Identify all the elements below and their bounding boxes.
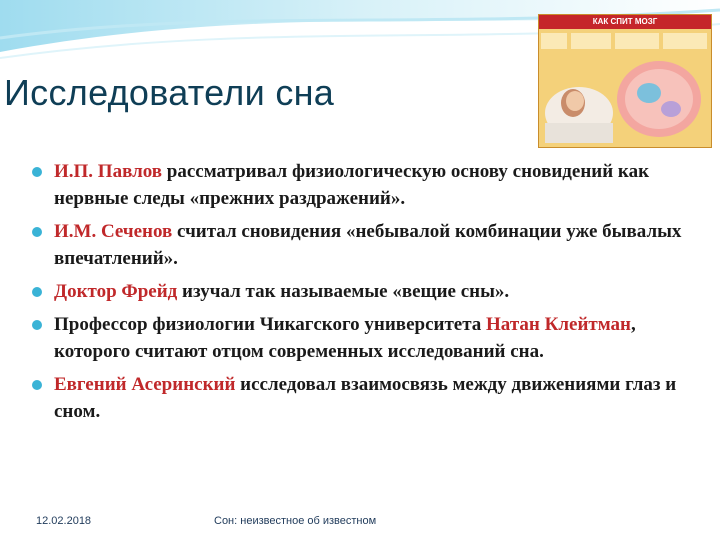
bullet-text: считал сновидения «небывалой комбинации уже бывалых впечатлений». [54,221,682,269]
poster-heading: КАК СПИТ МОЗГ [539,15,711,29]
list-item [32,158,692,212]
bullet-text: , которого считают отцом современных исследований сна. [54,314,636,362]
researcher-name: Доктор Фрейд [54,281,178,302]
bullet-text: исследовал взаимосвязь между движениями глаз и сном. [54,374,677,422]
bullet-text: изучал так называемые «вещие сны». [177,281,510,302]
poster-illustration [539,29,711,147]
researcher-name: И.П. Павлов [54,161,163,182]
bullet-text: Профессор физиологии Чикагского университета [54,314,487,335]
footer-title: Сон: неизвестное об известном [214,515,377,527]
bullet-icon [32,167,42,177]
list-item [32,218,692,272]
bullet-icon [32,320,42,330]
bullet-icon [32,287,42,297]
list-item [32,278,692,305]
researcher-name: И.М. Сеченов [54,221,173,242]
brain-sleep-poster-image [538,14,712,148]
list-item [32,311,692,365]
bullet-icon [32,227,42,237]
slide-title: Исследователи сна [4,72,335,113]
bullet-icon [32,380,42,390]
bullet-text: рассматривал физиологическую основу сновидений как нервные следы «прежних раздражений». [54,161,650,209]
list-item [32,371,692,425]
footer-date: 12.02.2018 [36,515,92,527]
researcher-name: Натан Клейтман [486,314,631,335]
researcher-name: Евгений Асеринский [54,374,236,395]
researchers-list [32,158,692,431]
